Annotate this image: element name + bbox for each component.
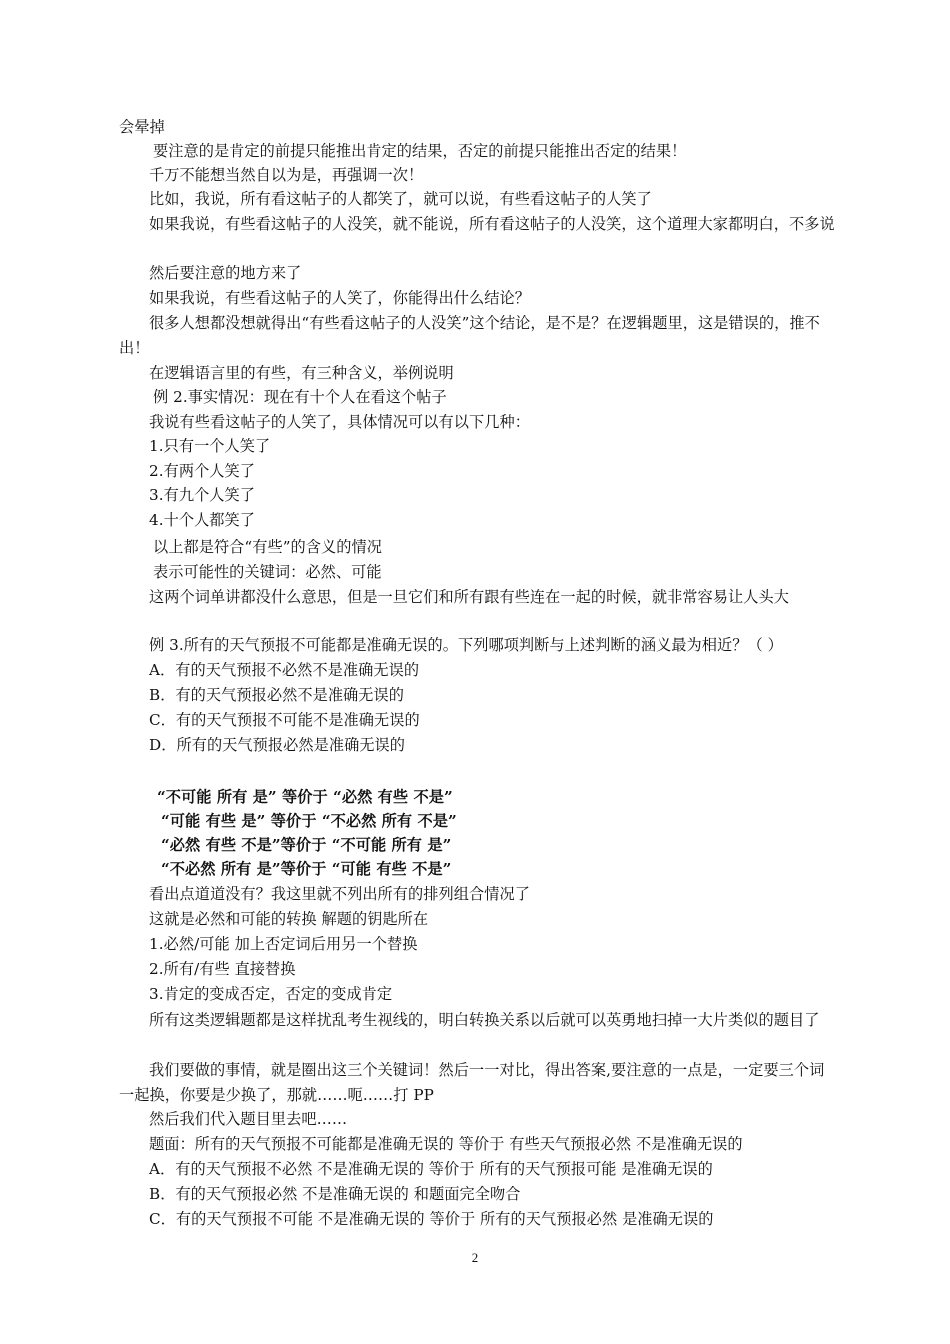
text-line: 然后我们代入题目里去吧…… bbox=[149, 1110, 348, 1128]
list-item: 3.肯定的变成否定，否定的变成肯定 bbox=[149, 985, 393, 1003]
text-line: 如果我说，有些看这帖子的人笑了，你能得出什么结论？ bbox=[149, 289, 530, 307]
text-line: 会晕掉 bbox=[119, 118, 165, 136]
text-paragraph: 如果我说，有些看这帖子的人没笑，就不能说，所有看这帖子的人没笑，这个道理大家都明白，不多说 bbox=[149, 215, 835, 233]
text-line: 在逻辑语言里的有些，有三种含义，举例说明 bbox=[149, 364, 454, 382]
list-item: 4.十个人都笑了 bbox=[149, 511, 256, 529]
text-line: 比如，我说，所有看这帖子的人都笑了，就可以说，有些看这帖子的人笑了 bbox=[149, 190, 652, 208]
text-line: 题面：所有的天气预报不可能都是准确无误的 等价于 有些天气预报必然 不是准确无误的 bbox=[149, 1135, 743, 1153]
text-paragraph: 这两个词单讲都没什么意思，但是一旦它们和所有跟有些连在一起的时候，就非常容易让人头大 bbox=[149, 588, 789, 606]
list-item: 3.有九个人笑了 bbox=[149, 486, 256, 504]
question-stem: 例 3.所有的天气预报不可能都是准确无误的。下列哪项判断与上述判断的涵义最为相近？（ ） bbox=[149, 636, 783, 654]
text-paragraph: 很多人想都没想就得出“有些看这帖子的人没笑”这个结论，是不是？在逻辑题里，这是错误的，推不出！ bbox=[119, 314, 820, 357]
list-item: 1.只有一个人笑了 bbox=[149, 437, 271, 455]
answer-analysis-c: C．有的天气预报不可能 不是准确无误的 等价于 所有的天气预报必然 是准确无误的 bbox=[149, 1210, 714, 1228]
text-line: 例 2.事实情况：现在有十个人在看这个帖子 bbox=[153, 388, 447, 406]
question-option-d: D．所有的天气预报必然是准确无误的 bbox=[149, 736, 406, 754]
equivalence-rule: “不必然 所有 是”等价于 “可能 有些 不是” bbox=[161, 860, 452, 878]
text-line: 然后要注意的地方来了 bbox=[149, 264, 302, 282]
text-line: 我说有些看这帖子的人笑了，具体情况可以有以下几种： bbox=[149, 413, 530, 431]
equivalence-rule: “可能 有些 是” 等价于 “不必然 所有 不是” bbox=[161, 812, 457, 830]
list-item: 2.所有/有些 直接替换 bbox=[149, 960, 296, 978]
text-line: 要注意的是肯定的前提只能推出肯定的结果，否定的前提只能推出否定的结果！ bbox=[153, 142, 687, 160]
equivalence-rule: “必然 有些 不是”等价于 “不可能 所有 是” bbox=[161, 836, 452, 854]
text-line: 千万不能想当然自以为是，再强调一次！ bbox=[149, 166, 424, 184]
text-line: 以上都是符合“有些”的含义的情况 bbox=[153, 538, 382, 556]
text-line: 看出点道道没有？我这里就不列出所有的排列组合情况了 bbox=[149, 885, 530, 903]
question-option-a: A．有的天气预报不必然不是准确无误的 bbox=[149, 661, 420, 679]
list-item: 1.必然/可能 加上否定词后用另一个替换 bbox=[149, 935, 418, 953]
list-item: 2.有两个人笑了 bbox=[149, 462, 256, 480]
text-line: 这就是必然和可能的转换 解题的钥匙所在 bbox=[149, 910, 429, 928]
question-option-c: C．有的天气预报不可能不是准确无误的 bbox=[149, 711, 420, 729]
question-option-b: B．有的天气预报必然不是准确无误的 bbox=[149, 686, 405, 704]
text-paragraph: 所有这类逻辑题都是这样扰乱考生视线的，明白转换关系以后就可以英勇地扫掉一大片类似的题目了 bbox=[149, 1011, 820, 1029]
answer-analysis-a: A．有的天气预报不必然 不是准确无误的 等价于 所有的天气预报可能 是准确无误的 bbox=[149, 1160, 713, 1178]
text-paragraph: 我们要做的事情，就是圈出这三个关键词！然后一一对比，得出答案,要注意的一点是，一定要三个词一起换，你要是少换了，那就……呃……打 PP bbox=[119, 1061, 825, 1104]
equivalence-rule: “不可能 所有 是” 等价于 “必然 有些 不是” bbox=[157, 788, 453, 806]
page-number: 2 bbox=[471, 1250, 479, 1265]
answer-analysis-b: B．有的天气预报必然 不是准确无误的 和题面完全吻合 bbox=[149, 1185, 521, 1203]
text-line: 表示可能性的关键词：必然、可能 bbox=[153, 563, 382, 581]
